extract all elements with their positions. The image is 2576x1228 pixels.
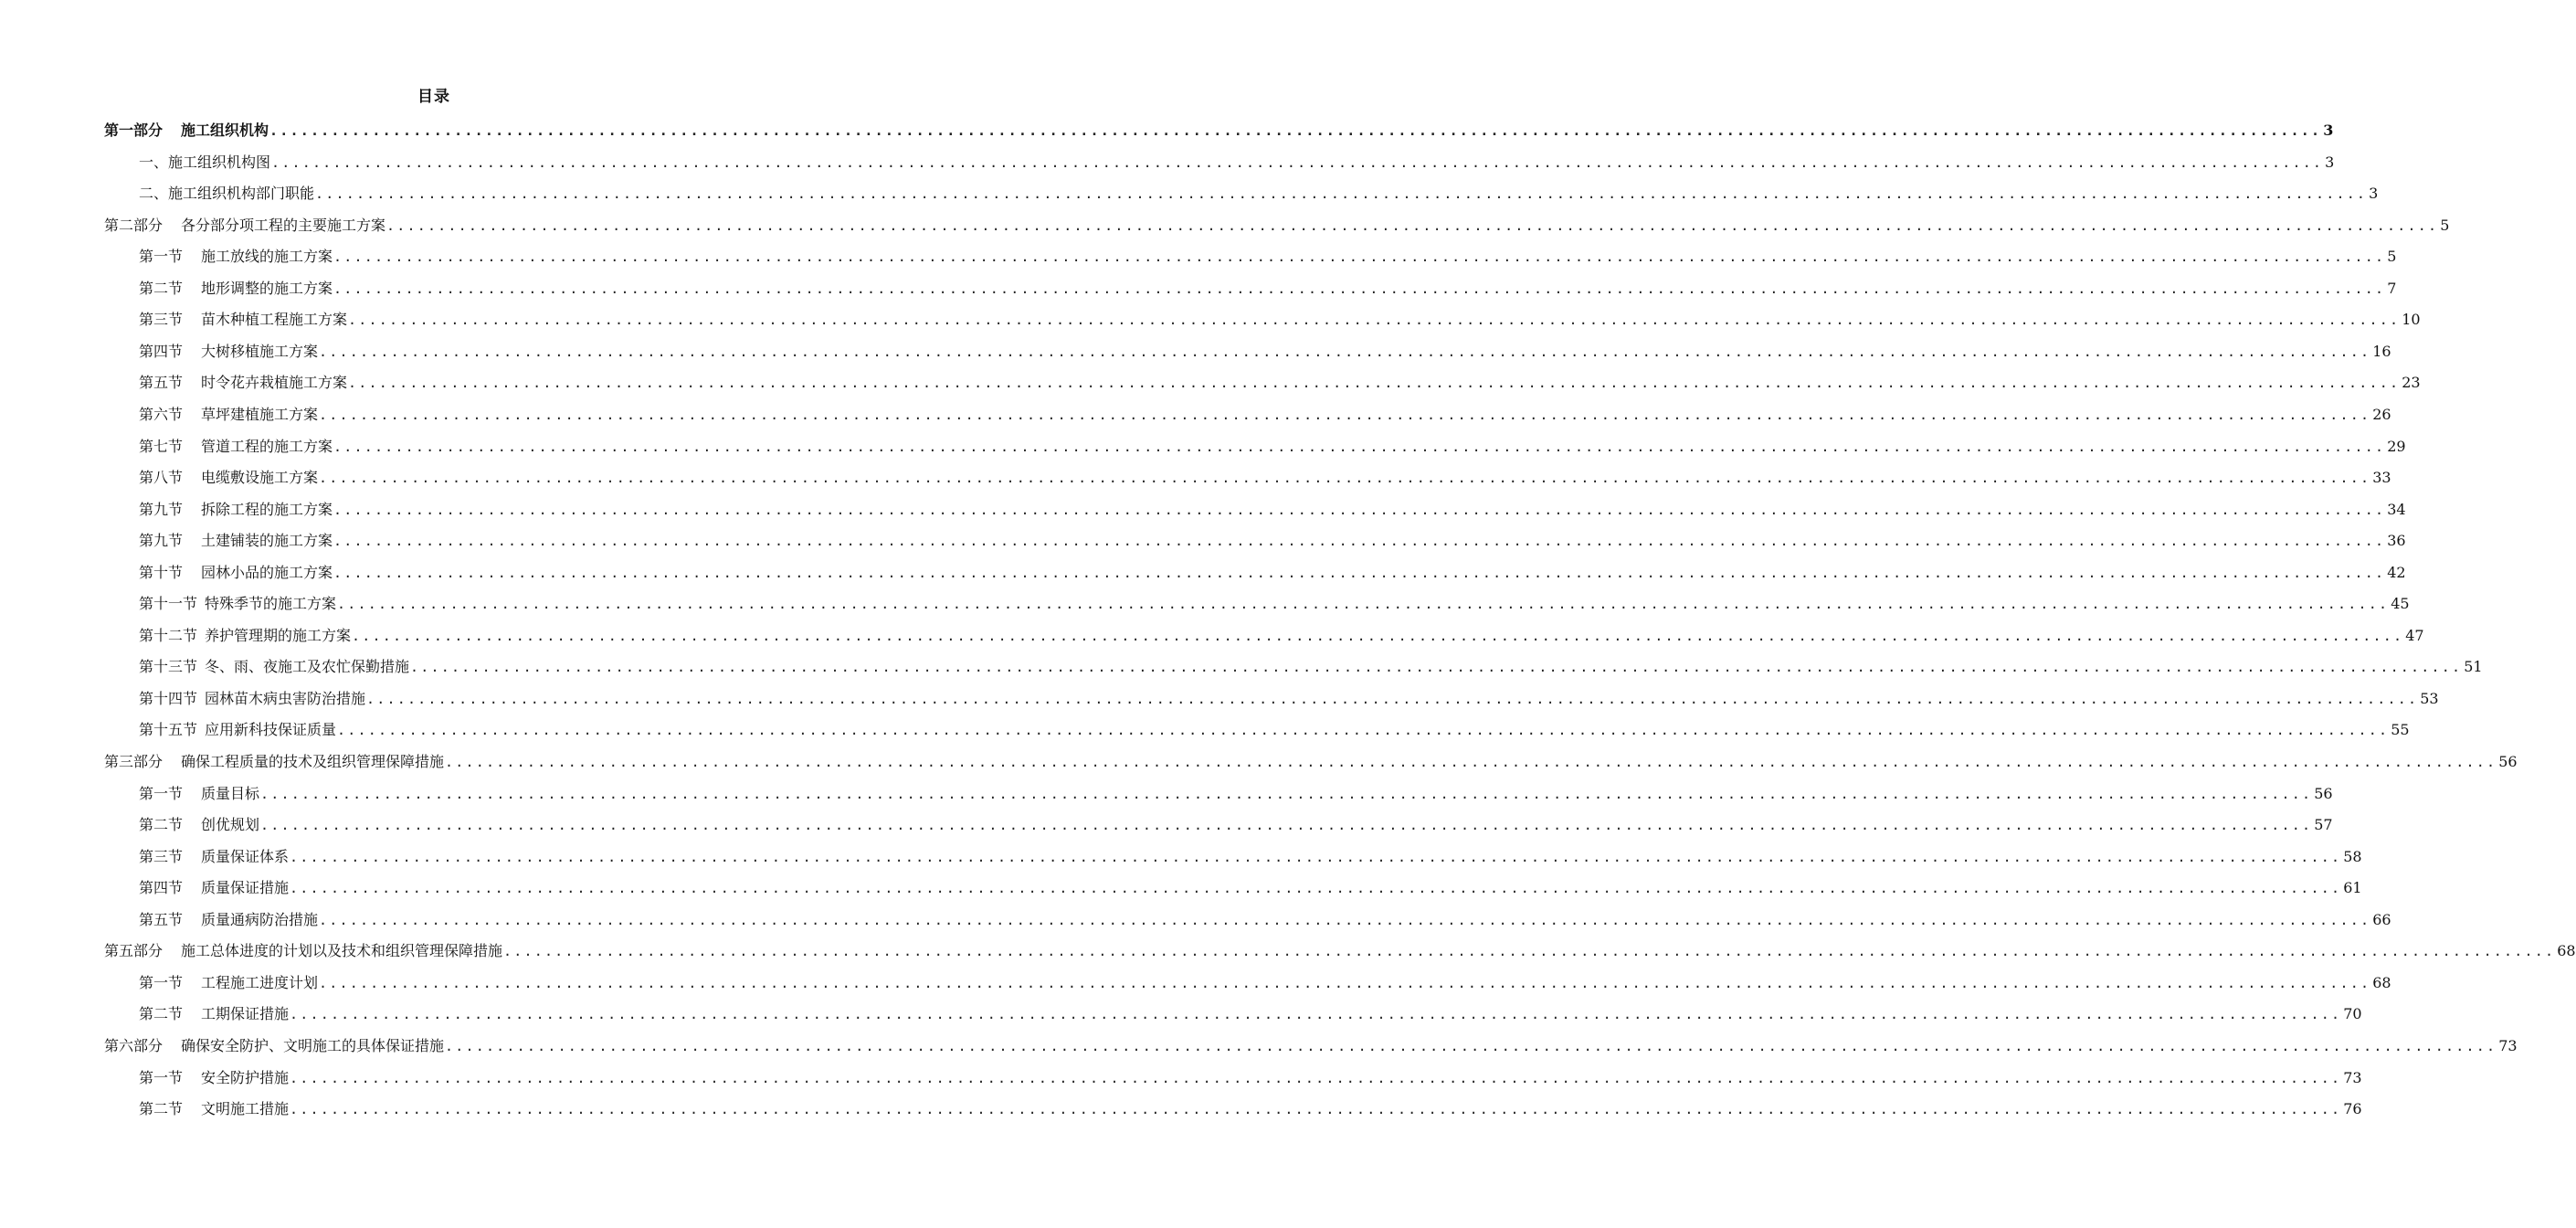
toc-page-number: 47 xyxy=(2405,626,2424,644)
toc-entry-number: 第一部分 xyxy=(104,122,164,139)
toc-entry-number: 第六节 xyxy=(139,405,184,423)
toc-page-number: 29 xyxy=(2387,437,2406,455)
toc-entry-title: 质量保证措施 xyxy=(201,879,290,897)
toc-dot-leader: ........................................................................................................................................................................................................ xyxy=(333,249,2386,266)
toc-entry[interactable] xyxy=(139,334,2391,362)
toc-entry-title: 养护管理期的施工方案 xyxy=(205,626,352,644)
toc-entry-title: 苗木种植工程施工方案 xyxy=(201,311,348,329)
toc-entry-title: 工程施工进度计划 xyxy=(201,973,319,991)
toc-dot-leader: ........................................................................................................................................................................................................ xyxy=(290,1069,2342,1086)
toc-dot-leader: ........................................................................................................................................................................................................ xyxy=(319,406,2371,423)
toc-entry-number: 第一节 xyxy=(139,248,184,266)
toc-page-number: 3 xyxy=(2323,122,2334,139)
toc-entry[interactable] xyxy=(139,429,2406,457)
toc-dot-leader: ........................................................................................................................................................................................................ xyxy=(319,911,2371,928)
toc-entry[interactable] xyxy=(139,966,2391,993)
toc-dot-leader: ........................................................................................................................................................................................................ xyxy=(319,974,2371,991)
toc-entry[interactable] xyxy=(139,492,2406,520)
toc-entry[interactable] xyxy=(139,871,2362,898)
toc-entry[interactable] xyxy=(104,113,2334,141)
toc-entry[interactable] xyxy=(104,208,2450,236)
toc-entry[interactable] xyxy=(139,777,2333,804)
toc-entry-title: 时令花卉栽植施工方案 xyxy=(201,374,348,392)
toc-entry-title: 文明施工措施 xyxy=(201,1100,290,1118)
toc-dot-leader: ........................................................................................................................................................................................................ xyxy=(445,754,2497,770)
toc-entry-number: 第五节 xyxy=(139,374,184,392)
toc-entry-number: 第二节 xyxy=(139,1005,184,1023)
toc-page-number: 26 xyxy=(2372,405,2391,423)
toc-entry-number: 第十二节 xyxy=(139,626,198,644)
toc-entry[interactable] xyxy=(139,650,2483,677)
toc-entry-number: 第七节 xyxy=(139,437,184,455)
toc-entry[interactable] xyxy=(139,903,2391,930)
toc-entry[interactable] xyxy=(139,460,2391,488)
toc-entry[interactable] xyxy=(139,271,2397,299)
toc-page-number: 51 xyxy=(2464,658,2483,676)
toc-entry-number: 第二节 xyxy=(139,1100,184,1118)
toc-entry-number: 第二节 xyxy=(139,279,184,297)
toc-page-number: 45 xyxy=(2391,595,2410,613)
toc-page-number: 73 xyxy=(2343,1068,2362,1086)
toc-dot-leader: ........................................................................................................................................................................................................ xyxy=(333,564,2386,581)
toc-page-number: 3 xyxy=(2369,185,2379,203)
toc-entry-title: 质量保证体系 xyxy=(201,847,290,865)
toc-dot-leader: ........................................................................................................................................................................................................ xyxy=(366,690,2419,707)
toc-page-number: 7 xyxy=(2387,279,2397,297)
toc-dot-leader: ........................................................................................................................................................................................................ xyxy=(319,470,2371,487)
toc-entry-title: 拆除工程的施工方案 xyxy=(201,500,333,518)
toc-dot-leader: ........................................................................................................................................................................................................ xyxy=(315,185,2368,203)
toc-entry[interactable] xyxy=(139,145,2335,173)
toc-entry-title: 二、施工组织机构部门职能 xyxy=(139,185,315,203)
toc-entry-number: 第三节 xyxy=(139,311,184,329)
toc-page-number: 5 xyxy=(2387,248,2397,266)
toc-entry-title: 确保安全防护、文明施工的具体保证措施 xyxy=(181,1036,445,1054)
toc-page-number: 68 xyxy=(2557,942,2576,960)
toc-entry[interactable] xyxy=(139,176,2379,204)
toc-entry-number: 第三部分 xyxy=(104,753,164,770)
toc-entry[interactable] xyxy=(139,619,2424,646)
toc-entry-title: 土建铺装的施工方案 xyxy=(201,532,333,550)
toc-entry[interactable] xyxy=(139,713,2410,740)
toc-dot-leader: ........................................................................................................................................................................................................ xyxy=(337,722,2390,739)
toc-entry-number: 第五节 xyxy=(139,910,184,928)
toc-entry[interactable] xyxy=(139,808,2333,835)
toc-entry-number: 第八节 xyxy=(139,469,184,487)
toc-entry-number: 第一节 xyxy=(139,784,184,802)
toc-entry-title: 施工组织机构 xyxy=(181,122,269,139)
toc-page-number: 66 xyxy=(2372,910,2391,928)
toc-entry-title: 冬、雨、夜施工及农忙保勤措施 xyxy=(205,658,410,676)
toc-entry-title: 地形调整的施工方案 xyxy=(201,279,333,297)
toc-dot-leader: ........................................................................................................................................................................................................ xyxy=(333,280,2386,297)
toc-entry-title: 园林苗木病虫害防治措施 xyxy=(205,689,366,707)
toc-entry-number: 第一节 xyxy=(139,1068,184,1086)
toc-page-number: 42 xyxy=(2387,563,2406,581)
toc-entry-number: 第九节 xyxy=(139,500,184,518)
toc-page-number: 34 xyxy=(2387,500,2406,518)
toc-page-number: 10 xyxy=(2402,311,2421,329)
toc-entry-number: 第二节 xyxy=(139,816,184,834)
toc-dot-leader: ........................................................................................................................................................................................................ xyxy=(410,659,2463,676)
toc-page-number: 5 xyxy=(2440,216,2450,234)
toc-page-number: 61 xyxy=(2343,879,2362,897)
toc-entry-title: 管道工程的施工方案 xyxy=(201,437,333,455)
toc-dot-leader: ........................................................................................................................................................................................................ xyxy=(260,817,2313,834)
toc-dot-leader: ........................................................................................................................................................................................................ xyxy=(319,343,2371,360)
toc-page-number: 16 xyxy=(2372,342,2391,360)
toc-page-number: 68 xyxy=(2372,973,2391,991)
toc-entry[interactable] xyxy=(139,840,2362,867)
toc-entry-number: 第十三节 xyxy=(139,658,198,676)
toc-dot-leader: ........................................................................................................................................................................................................ xyxy=(290,880,2342,897)
toc-entry[interactable] xyxy=(139,1092,2362,1119)
toc-entry-title: 确保工程质量的技术及组织管理保障措施 xyxy=(181,753,445,770)
toc-dot-leader: ........................................................................................................................................................................................................ xyxy=(348,312,2401,329)
toc-page-number: 70 xyxy=(2343,1005,2362,1023)
toc-page-number: 36 xyxy=(2387,532,2406,550)
toc-dot-leader: ........................................................................................................................................................................................................ xyxy=(260,785,2313,802)
toc-dot-leader: ........................................................................................................................................................................................................ xyxy=(290,848,2342,865)
toc-dot-leader: ........................................................................................................................................................................................................ xyxy=(290,1101,2342,1118)
toc-entry-title: 施工放线的施工方案 xyxy=(201,248,333,266)
toc-entry[interactable] xyxy=(139,556,2406,583)
toc-dot-leader: ........................................................................................................................................................................................................ xyxy=(348,375,2401,392)
toc-page-number: 53 xyxy=(2420,689,2439,707)
toc-entry-number: 第一节 xyxy=(139,973,184,991)
toc-entry-title: 创优规划 xyxy=(201,816,260,834)
toc-entry[interactable] xyxy=(139,397,2391,425)
toc-entry-number: 第六部分 xyxy=(104,1036,164,1054)
toc-entry-number: 第二部分 xyxy=(104,216,164,234)
toc-page-number: 58 xyxy=(2343,847,2362,865)
toc-page-number: 3 xyxy=(2325,153,2335,171)
toc-page-number: 57 xyxy=(2314,816,2333,834)
toc-entry[interactable] xyxy=(139,302,2421,330)
toc-page-number: 33 xyxy=(2372,469,2391,487)
toc-entry-number: 第十节 xyxy=(139,563,184,581)
toc-dot-leader: ........................................................................................................................................................................................................ xyxy=(269,122,2322,139)
toc-page-number: 23 xyxy=(2402,374,2421,392)
toc-entry-title: 质量通病防治措施 xyxy=(201,910,319,928)
toc-entry-number: 第三节 xyxy=(139,847,184,865)
toc-entry[interactable] xyxy=(104,934,2576,961)
toc-page-number: 76 xyxy=(2343,1100,2362,1118)
toc-entry-number: 第十五节 xyxy=(139,721,198,739)
toc-dot-leader: ........................................................................................................................................................................................................ xyxy=(386,217,2439,234)
toc-entry-title: 电缆敷设施工方案 xyxy=(201,469,319,487)
toc-page-number: 55 xyxy=(2391,721,2410,739)
toc-entry-title: 应用新科技保证质量 xyxy=(205,721,337,739)
toc-entry-number: 第十四节 xyxy=(139,689,198,707)
toc-dot-leader: ........................................................................................................................................................................................................ xyxy=(352,627,2404,644)
toc-entry-title: 特殊季节的施工方案 xyxy=(205,595,337,613)
toc-entry-number: 第九节 xyxy=(139,532,184,550)
toc-entry[interactable] xyxy=(104,745,2518,772)
toc-entry-title: 质量目标 xyxy=(201,784,260,802)
toc-page-number: 73 xyxy=(2498,1036,2518,1054)
toc-dot-leader: ........................................................................................................................................................................................................ xyxy=(337,596,2390,613)
toc-dot-leader: ........................................................................................................................................................................................................ xyxy=(503,943,2556,960)
toc-entry[interactable] xyxy=(139,239,2397,267)
toc-dot-leader: ........................................................................................................................................................................................................ xyxy=(333,438,2386,455)
toc-entry-number: 第十一节 xyxy=(139,595,198,613)
toc-entry-number: 第五部分 xyxy=(104,942,164,960)
toc-entry-number: 第四节 xyxy=(139,879,184,897)
toc-entry[interactable] xyxy=(139,1061,2362,1088)
toc-entry-title: 园林小品的施工方案 xyxy=(201,563,333,581)
toc-entry-title: 一、施工组织机构图 xyxy=(139,153,271,171)
toc-entry[interactable] xyxy=(139,365,2421,393)
toc-dot-leader: ........................................................................................................................................................................................................ xyxy=(445,1037,2497,1054)
toc-entry[interactable] xyxy=(104,1029,2518,1056)
toc-entry-title: 安全防护措施 xyxy=(201,1068,290,1086)
toc-dot-leader: ........................................................................................................................................................................................................ xyxy=(333,533,2386,550)
toc-entry-title: 大树移植施工方案 xyxy=(201,342,319,360)
toc-page-number: 56 xyxy=(2498,753,2518,770)
toc-entry-title: 工期保证措施 xyxy=(201,1005,290,1023)
toc-entry-number: 第四节 xyxy=(139,342,184,360)
toc-dot-leader: ........................................................................................................................................................................................................ xyxy=(290,1006,2342,1023)
toc-entry[interactable] xyxy=(139,524,2406,551)
toc-entry-title: 草坪建植施工方案 xyxy=(201,405,319,423)
toc-entry-title: 施工总体进度的计划以及技术和组织管理保障措施 xyxy=(181,942,503,960)
toc-entry[interactable] xyxy=(139,997,2362,1024)
toc-page-number: 56 xyxy=(2314,784,2333,802)
toc-entry-title: 各分部分项工程的主要施工方案 xyxy=(181,216,386,234)
toc-dot-leader: ........................................................................................................................................................................................................ xyxy=(271,154,2324,171)
toc-title: 目录 xyxy=(417,88,450,106)
toc-entry[interactable] xyxy=(139,587,2410,614)
toc-entry[interactable] xyxy=(139,682,2439,709)
toc-dot-leader: ........................................................................................................................................................................................................ xyxy=(333,501,2386,518)
